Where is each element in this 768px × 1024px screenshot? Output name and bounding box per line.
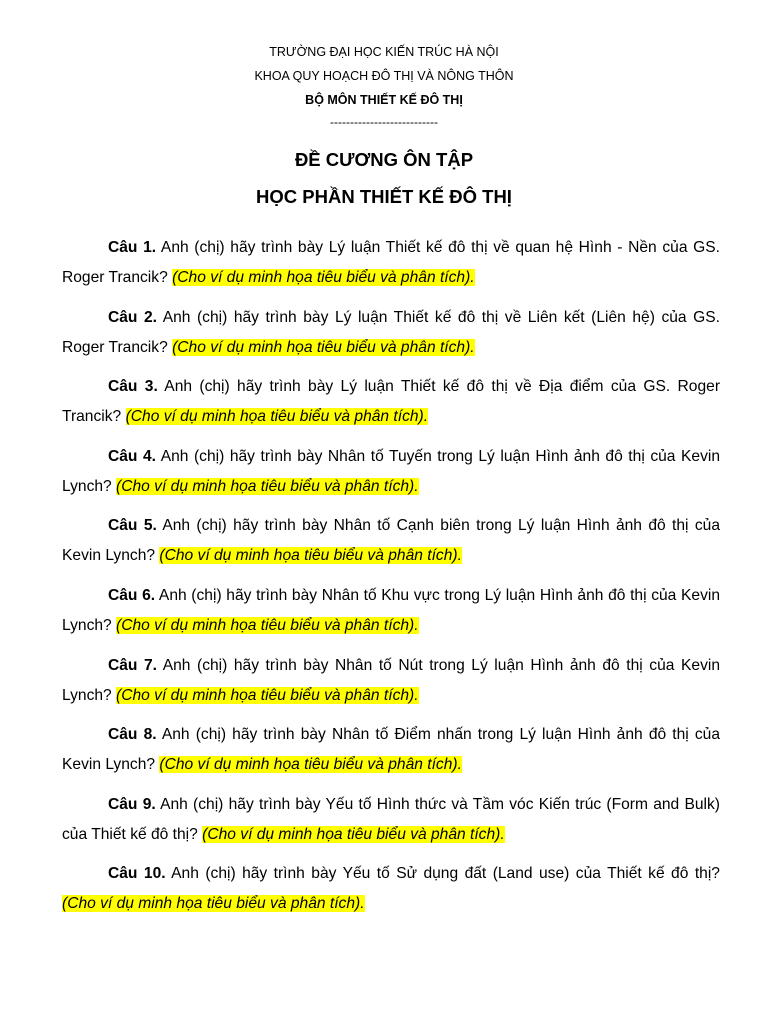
- question-number: Câu 10.: [108, 865, 166, 883]
- question-highlighted-note: (Cho ví dụ minh họa tiêu biểu và phân tích).: [202, 825, 505, 843]
- question-item: [62, 303, 720, 363]
- question-item: [62, 720, 720, 780]
- question-item: [62, 651, 720, 711]
- question-number: Câu 4.: [108, 447, 157, 465]
- question-highlighted-note: (Cho ví dụ minh họa tiêu biểu và phân tích).: [116, 477, 419, 495]
- question-number: Câu 5.: [108, 517, 157, 535]
- question-number: Câu 7.: [108, 656, 158, 674]
- question-text: Anh (chị) hãy trình bày Nhân tố Khu vực trong Lý luận Hình ảnh đô thị của Kevin Lynch?: [62, 586, 721, 634]
- question-text: Anh (chị) hãy trình bày Nhân tố Nút trong Lý luận Hình ảnh đô thị của Kevin Lynch?: [62, 656, 720, 704]
- question-text: Anh (chị) hãy trình bày Yếu tố Sử dụng đất (Land use) của Thiết kế đô thị?: [165, 865, 720, 883]
- header-divider: ---------------------------: [330, 115, 438, 129]
- faculty-name: KHOA QUY HOẠCH ĐÔ THỊ VÀ NÔNG THÔN: [254, 69, 514, 83]
- question-item: [62, 859, 720, 919]
- question-highlighted-note: (Cho ví dụ minh họa tiêu biểu và phân tích).: [116, 616, 419, 634]
- question-list: [62, 233, 720, 929]
- question-highlighted-note: (Cho ví dụ minh họa tiêu biểu và phân tích).: [172, 338, 475, 356]
- question-number: Câu 2.: [108, 308, 158, 326]
- question-text: Anh (chị) hãy trình bày Lý luận Thiết kế đô thị về Liên kết (Liên hệ) của GS. Roger Trancik?: [62, 308, 720, 356]
- question-text: Anh (chị) hãy trình bày Nhân tố Cạnh biên trong Lý luận Hình ảnh đô thị của Kevin Lynch?: [62, 517, 721, 565]
- department-name: BỘ MÔN THIẾT KẾ ĐÔ THỊ: [305, 93, 463, 107]
- question-item: [62, 790, 720, 850]
- question-number: Câu 9.: [108, 795, 156, 813]
- question-text: Anh (chị) hãy trình bày Nhân tố Tuyến trong Lý luận Hình ảnh đô thị của Kevin Lynch?: [62, 447, 721, 495]
- question-item: [62, 511, 720, 571]
- question-number: Câu 1.: [108, 239, 157, 256]
- question-item: [62, 581, 720, 641]
- question-number: Câu 6.: [108, 586, 156, 604]
- question-highlighted-note: (Cho ví dụ minh họa tiêu biểu và phân tích).: [159, 756, 462, 774]
- question-item: [62, 233, 720, 293]
- question-text: Anh (chị) hãy trình bày Yếu tố Hình thức và Tầm vóc Kiến trúc (Form and Bulk) của Thiết kế đô thị?: [62, 795, 720, 843]
- question-highlighted-note: (Cho ví dụ minh họa tiêu biểu và phân tích).: [125, 408, 429, 426]
- question-number: Câu 8.: [108, 726, 157, 744]
- question-number: Câu 3.: [108, 378, 158, 396]
- document-subtitle: HỌC PHẦN THIẾT KẾ ĐÔ THỊ: [256, 186, 512, 207]
- question-text: Anh (chị) hãy trình bày Lý luận Thiết kế đô thị về quan hệ Hình - Nền của GS. Roger Trancik?: [62, 239, 721, 286]
- question-text: Anh (chị) hãy trình bày Nhân tố Điểm nhấn trong Lý luận Hình ảnh đô thị của Kevin Lynch?: [62, 726, 721, 774]
- question-highlighted-note: (Cho ví dụ minh họa tiêu biểu và phân tích).: [159, 547, 462, 565]
- question-highlighted-note: (Cho ví dụ minh họa tiêu biểu và phân tích).: [116, 686, 419, 704]
- question-text: Anh (chị) hãy trình bày Lý luận Thiết kế đô thị về Địa điểm của GS. Roger Trancik?: [62, 378, 721, 426]
- question-item: [62, 372, 720, 432]
- question-highlighted-note: (Cho ví dụ minh họa tiêu biểu và phân tích).: [172, 269, 475, 286]
- university-name: TRƯỜNG ĐẠI HỌC KIẾN TRÚC HÀ NỘI: [269, 45, 499, 59]
- question-item: [62, 442, 720, 502]
- question-highlighted-note: (Cho ví dụ minh họa tiêu biểu và phân tích).: [62, 895, 365, 913]
- document-title: ĐỀ CƯƠNG ÔN TẬP: [294, 149, 474, 170]
